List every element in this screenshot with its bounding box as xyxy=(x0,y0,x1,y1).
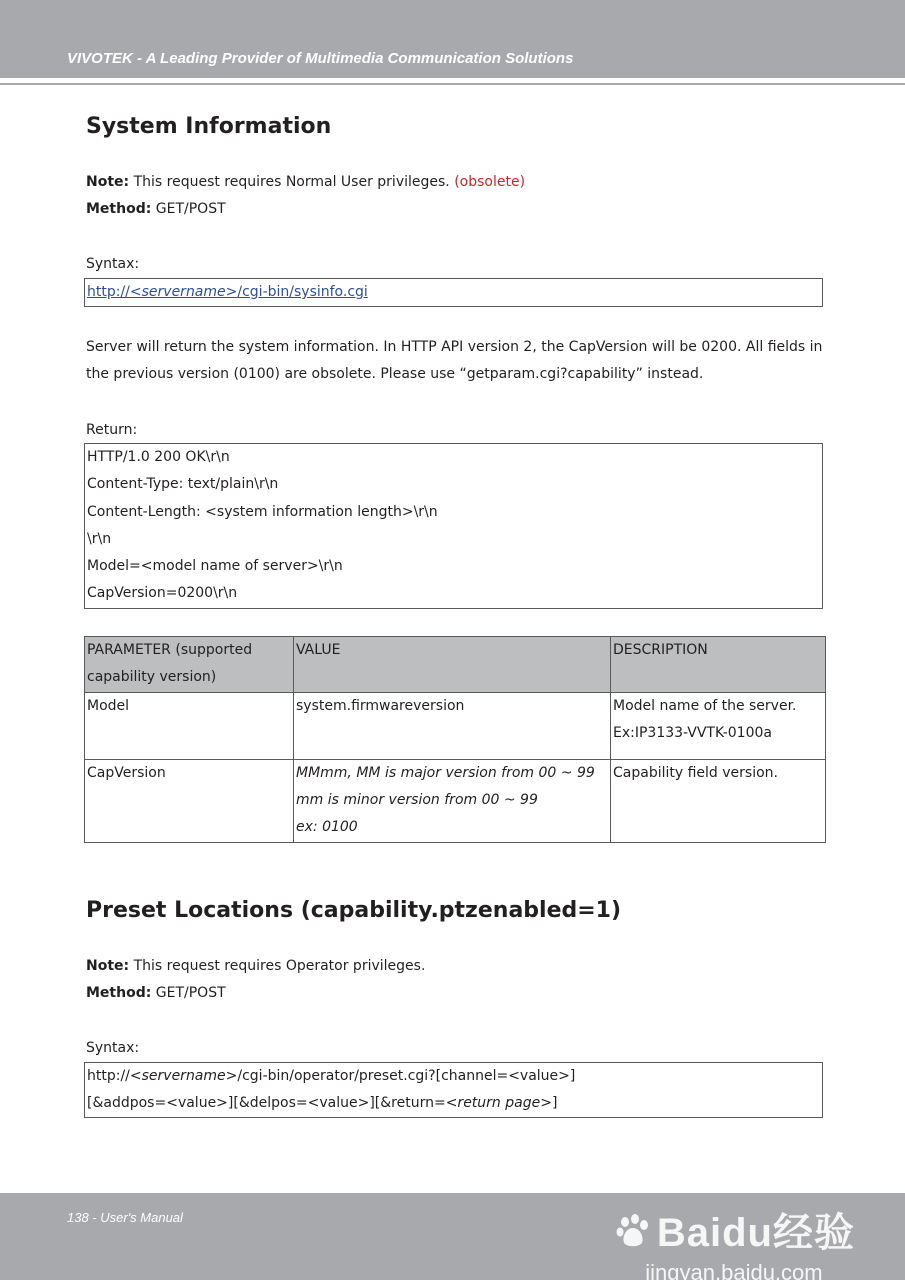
syntax-path: /cgi-bin/sysinfo.cgi xyxy=(237,284,368,300)
method-line xyxy=(86,983,226,1003)
cell-value: system.firmwareversion xyxy=(294,692,611,759)
value-line: mm is minor version from 00 ~ 99 xyxy=(296,791,538,808)
cell-value xyxy=(294,759,611,842)
syntax-line-2 xyxy=(85,1090,822,1117)
note-line xyxy=(86,956,425,976)
syntax-prefix: http:// xyxy=(87,1068,130,1084)
baidu-watermark xyxy=(613,1201,855,1286)
syntax-label: Syntax: xyxy=(86,1040,140,1056)
return-line: CapVersion=0200\r\n xyxy=(87,585,238,602)
method-line xyxy=(86,199,226,219)
syntax-return-page: <return page> xyxy=(445,1095,552,1112)
table-row xyxy=(85,692,826,759)
method-label: Method: xyxy=(86,985,152,1001)
cell-param: CapVersion xyxy=(85,759,294,842)
desc-line: Ex:IP3133-VVTK-0100a xyxy=(613,724,772,741)
syntax-url[interactable] xyxy=(85,279,822,306)
syntax-server: <servername> xyxy=(129,1068,238,1084)
note-line xyxy=(86,172,525,192)
cell-description xyxy=(611,759,826,842)
method-label: Method: xyxy=(86,201,152,217)
note-text: This request requires Operator privileges. xyxy=(129,958,426,974)
syntax-suffix: ] xyxy=(551,1095,558,1112)
watermark-url: jingyan.baidu.com xyxy=(645,1260,823,1285)
syntax-box xyxy=(84,278,823,307)
desc-line: Capability field version. xyxy=(613,764,778,781)
method-text: GET/POST xyxy=(151,985,226,1001)
section-title-system-information: System Information xyxy=(86,114,332,139)
return-line: Content-Type: text/plain\r\n xyxy=(87,476,279,493)
note-label: Note: xyxy=(86,174,130,190)
header-parameter: PARAMETER (supported capability version) xyxy=(85,637,294,693)
section-title-preset-locations: Preset Locations (capability.ptzenabled=1) xyxy=(86,898,622,923)
syntax-line-1 xyxy=(85,1063,822,1090)
value-line: ex: 0100 xyxy=(296,819,358,836)
cell-description xyxy=(611,692,826,759)
paw-icon xyxy=(613,1210,653,1250)
obsolete-label: (obsolete) xyxy=(454,174,526,190)
parameter-table xyxy=(84,636,826,843)
description-paragraph: Server will return the system information. In HTTP API version 2, the CapVersion will be 0200. All fields in the previous version (0100) are obsolete. Please use “getparam.cgi?capability” instead. xyxy=(86,339,823,383)
syntax-label: Syntax: xyxy=(86,256,140,272)
return-box xyxy=(84,443,823,609)
note-label: Note: xyxy=(86,958,130,974)
page-header xyxy=(0,0,905,78)
cell-param: Model xyxy=(85,692,294,759)
header-description: DESCRIPTION xyxy=(611,637,826,693)
footer-page-label: 138 - User's Manual xyxy=(67,1210,183,1225)
desc-line: Model name of the server. xyxy=(613,697,797,714)
syntax-server: <servername> xyxy=(129,284,238,300)
syntax-box xyxy=(84,1062,823,1118)
note-text: This request requires Normal User privileges. xyxy=(129,174,455,190)
page-footer xyxy=(0,1193,905,1285)
return-line: Model=<model name of server>\r\n xyxy=(87,558,343,575)
syntax-link[interactable] xyxy=(87,284,368,300)
return-label: Return: xyxy=(86,422,138,438)
syntax-prefix: http:// xyxy=(87,284,130,300)
syntax-path: /cgi-bin/operator/preset.cgi?[channel=<value>] xyxy=(237,1068,576,1084)
header-value: VALUE xyxy=(294,637,611,693)
return-line: \r\n xyxy=(87,530,112,547)
watermark-logo xyxy=(613,1201,855,1258)
method-text: GET/POST xyxy=(151,201,226,217)
table-header-row xyxy=(85,637,826,693)
table-row xyxy=(85,759,826,842)
header-title: VIVOTEK - A Leading Provider of Multimedia Communication Solutions xyxy=(67,50,574,67)
return-line: HTTP/1.0 200 OK\r\n xyxy=(87,449,230,465)
syntax-options: [&addpos=<value>][&delpos=<value>][&return= xyxy=(87,1095,446,1112)
watermark-text: Baidu经验 xyxy=(656,1211,855,1255)
return-line: Content-Length: <system information length>\r\n xyxy=(87,503,438,520)
value-line: MMmm, MM is major version from 00 ~ 99 xyxy=(296,764,595,781)
header-divider xyxy=(0,83,905,85)
